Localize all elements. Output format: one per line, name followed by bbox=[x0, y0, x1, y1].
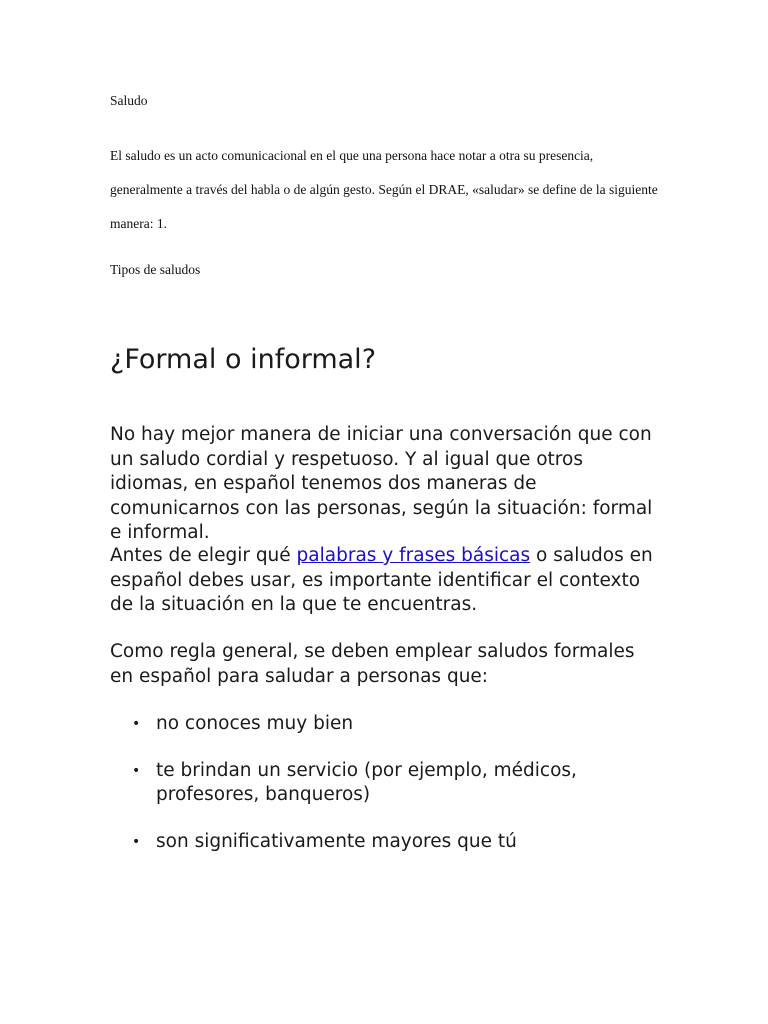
list-item-text: no conoces muy bien bbox=[156, 713, 354, 734]
bullet-icon: • bbox=[132, 833, 141, 850]
section-title-tipos: Tipos de saludos bbox=[110, 262, 201, 277]
article-paragraph-1: No hay mejor manera de iniciar una conversación que con un saludo cordial y respetuoso. Y al igual que otros idiomas, en español tenemos dos maneras de comunicarnos con las personas, según la situación: formal e informal. bbox=[110, 424, 653, 543]
list-item bbox=[110, 759, 658, 808]
list-item bbox=[110, 712, 658, 737]
paragraph-2-text-before: Antes de elegir qué bbox=[110, 545, 297, 566]
article-paragraph-2 bbox=[110, 544, 658, 618]
paragraph-2-text-after: o saludos en español debes usar, es importante identificar el contexto de la situación en la que te encuentras. bbox=[110, 545, 653, 615]
bullet-list bbox=[110, 712, 658, 876]
article-heading: ¿Formal o informal? bbox=[110, 344, 377, 375]
list-item bbox=[110, 830, 658, 855]
article-paragraph-3: Como regla general, se deben emplear saludos formales en español para saludar a personas que: bbox=[110, 641, 635, 687]
list-item-text: te brindan un servicio (por ejemplo, médicos, profesores, banqueros) bbox=[156, 759, 577, 805]
list-item-text: son significativamente mayores que tú bbox=[156, 830, 517, 852]
section-title-saludo: Saludo bbox=[110, 93, 148, 108]
intro-paragraph: El saludo es un acto comunicacional en el que una persona hace notar a otra su presencia, generalmente a través del habla o de algún gesto. Según el DRAE, «saludar» se define de la siguiente manera: 1. bbox=[110, 148, 658, 231]
bullet-icon: • bbox=[132, 716, 141, 732]
link-palabras-frases-basicas[interactable]: palabras y frases básicas bbox=[296, 545, 531, 566]
bullet-icon: • bbox=[132, 762, 141, 779]
